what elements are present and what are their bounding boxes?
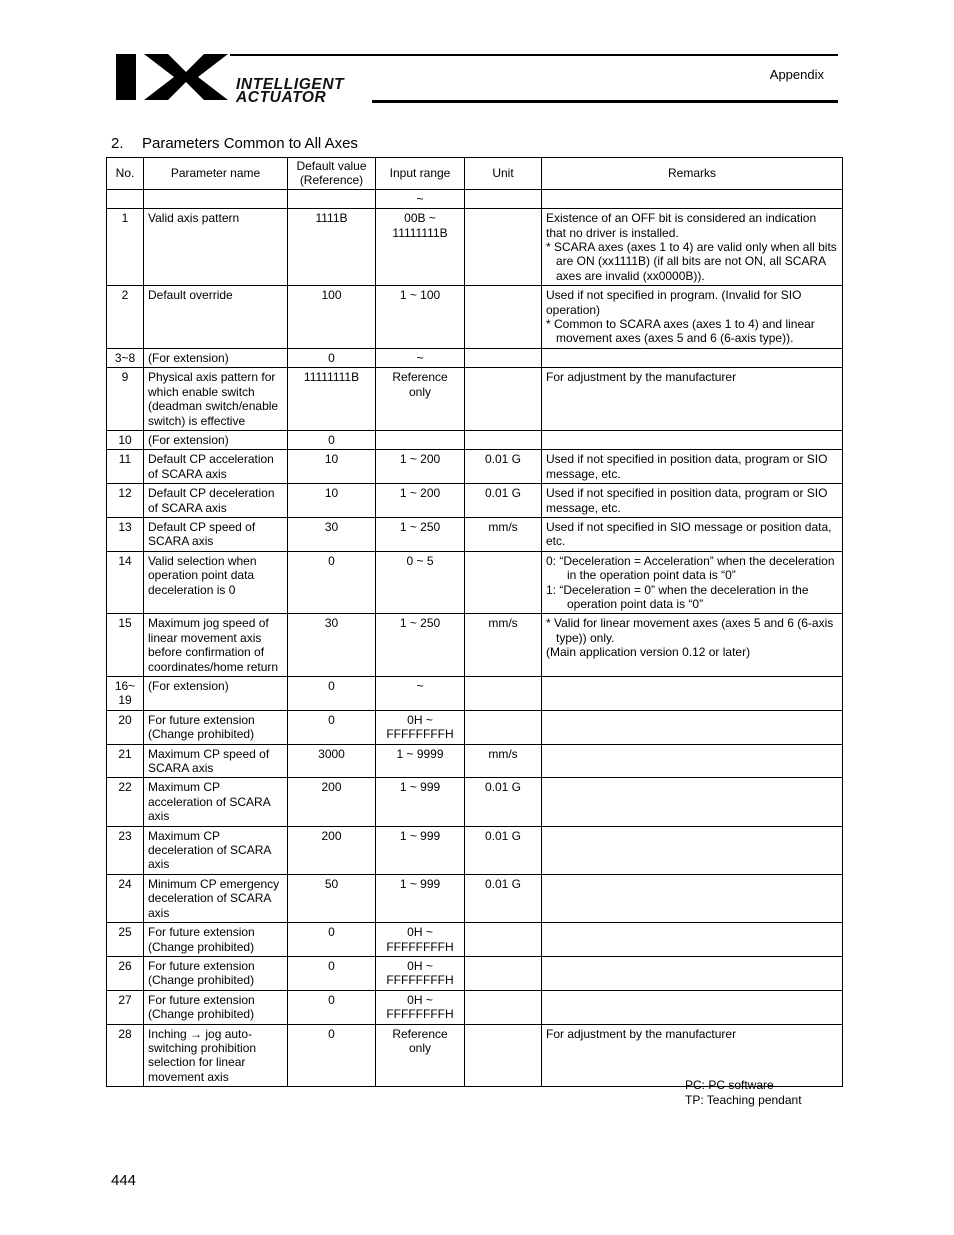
legend-tp: TP: Teaching pendant xyxy=(685,1093,802,1107)
cell-unit: 0.01 G xyxy=(465,450,542,484)
cell-default-value: 0 xyxy=(288,923,376,957)
cell-no: 24 xyxy=(107,874,144,922)
cell-default-value: 200 xyxy=(288,826,376,874)
cell-unit: 0.01 G xyxy=(465,826,542,874)
cell-unit xyxy=(465,286,542,349)
range-line: 1 ~ 250 xyxy=(399,616,441,631)
cell-no: 28 xyxy=(107,1024,144,1087)
header-default-line1: Default value xyxy=(296,159,367,173)
table-row xyxy=(107,189,843,208)
table-row xyxy=(107,744,843,778)
cell-default-value: 30 xyxy=(288,517,376,551)
header-rule-top xyxy=(230,54,838,56)
cell-remarks xyxy=(542,348,843,367)
remark-line: For adjustment by the manufacturer xyxy=(546,1026,737,1041)
range-line: FFFFFFFFH xyxy=(386,973,454,988)
cell-no: 26 xyxy=(107,956,144,990)
cell-no: 12 xyxy=(107,484,144,518)
cell-parameter-name: Default CP speed of SCARA axis xyxy=(144,517,288,551)
cell-parameter-name xyxy=(144,189,288,208)
range-line: 0H ~ xyxy=(407,958,433,973)
cell-remarks xyxy=(542,517,843,551)
cell-unit xyxy=(465,348,542,367)
brand-line-2: ACTUATOR xyxy=(236,89,327,106)
table-row xyxy=(107,710,843,744)
header-default-line2: (Reference) xyxy=(299,173,364,188)
table-row xyxy=(107,677,843,711)
cell-parameter-name: Default override xyxy=(144,286,288,349)
range-line: FFFFFFFFH xyxy=(386,727,454,742)
table-row xyxy=(107,517,843,551)
cell-unit: 0.01 G xyxy=(465,484,542,518)
section-number: 2. xyxy=(111,135,124,152)
range-line: 1 ~ 999 xyxy=(399,876,441,891)
table-row xyxy=(107,956,843,990)
cell-remarks xyxy=(542,677,843,711)
range-line: 0 ~ 5 xyxy=(406,553,434,568)
remark-line: (Main application version 0.12 or later) xyxy=(546,645,751,660)
cell-input-range xyxy=(376,430,465,449)
range-line: FFFFFFFFH xyxy=(386,1007,454,1022)
cell-remarks xyxy=(542,189,843,208)
cell-input-range xyxy=(376,368,465,431)
cell-default-value: 3000 xyxy=(288,744,376,778)
cell-unit xyxy=(465,368,542,431)
cell-no xyxy=(107,189,144,208)
range-line: FFFFFFFFH xyxy=(386,939,454,954)
cell-input-range xyxy=(376,189,465,208)
cell-default-value: 0 xyxy=(288,551,376,614)
cell-input-range xyxy=(376,348,465,367)
cell-unit: mm/s xyxy=(465,517,542,551)
cell-remarks xyxy=(542,430,843,449)
brand-wordmark xyxy=(236,78,344,104)
range-line: 1 ~ 999 xyxy=(399,828,441,843)
cell-default-value: 1111B xyxy=(288,209,376,286)
ix-logo-icon xyxy=(116,52,228,102)
header-parameter-name: Parameter name xyxy=(144,158,288,190)
cell-input-range xyxy=(376,956,465,990)
cell-no: 14 xyxy=(107,551,144,614)
cell-no: 2 xyxy=(107,286,144,349)
cell-remarks xyxy=(542,956,843,990)
range-line: only xyxy=(408,1040,431,1055)
page-number: 444 xyxy=(111,1172,137,1189)
range-line: ~ xyxy=(416,679,424,693)
cell-remarks xyxy=(542,826,843,874)
cell-input-range xyxy=(376,874,465,922)
remark-line: For adjustment by the manufacturer xyxy=(546,370,737,385)
cell-input-range xyxy=(376,614,465,677)
cell-input-range xyxy=(376,517,465,551)
cell-no: 9 xyxy=(107,368,144,431)
header-no: No. xyxy=(107,158,144,190)
cell-input-range xyxy=(376,778,465,826)
cell-input-range xyxy=(376,1024,465,1087)
cell-no: 23 xyxy=(107,826,144,874)
cell-default-value: 0 xyxy=(288,348,376,367)
remark-line: Existence of an OFF bit is considered an indication that no driver is installed. xyxy=(546,211,817,240)
cell-parameter-name: Physical axis pattern for which enable switch (deadman switch/enable switch) is effective xyxy=(144,368,288,431)
range-line: 1 ~ 999 xyxy=(399,780,441,795)
table-row xyxy=(107,614,843,677)
remark-line: Used if not specified in SIO message or position data, etc. xyxy=(546,519,832,549)
cell-unit: 0.01 G xyxy=(465,874,542,922)
remark-line: * Common to SCARA axes (axes 1 to 4) and linear movement axes (axes 5 and 6 (6-axis type)). xyxy=(546,317,815,346)
table-row xyxy=(107,348,843,367)
range-line: 00B ~ xyxy=(404,211,436,226)
cell-no: 20 xyxy=(107,710,144,744)
cell-input-range xyxy=(376,923,465,957)
range-line: 0H ~ xyxy=(407,992,433,1007)
cell-parameter-name: For future extension (Change prohibited) xyxy=(144,923,288,957)
cell-parameter-name: For future extension (Change prohibited) xyxy=(144,956,288,990)
cell-parameter-name: For future extension (Change prohibited) xyxy=(144,710,288,744)
cell-remarks xyxy=(542,450,843,484)
brand-line-1: INTELLIGENT xyxy=(236,76,345,93)
cell-unit xyxy=(465,710,542,744)
remark-line: 1: “Deceleration = 0” when the deceleration in the operation point data is “0” xyxy=(546,582,809,611)
cell-no: 16~ 19 xyxy=(107,677,144,711)
cell-default-value: 100 xyxy=(288,286,376,349)
cell-parameter-name: Valid axis pattern xyxy=(144,209,288,286)
cell-unit xyxy=(465,677,542,711)
cell-no: 13 xyxy=(107,517,144,551)
cell-input-range xyxy=(376,450,465,484)
table-row xyxy=(107,484,843,518)
table-row xyxy=(107,826,843,874)
range-line: 11111111B xyxy=(392,225,448,240)
cell-default-value: 10 xyxy=(288,450,376,484)
section-title xyxy=(111,135,358,152)
cell-no: 10 xyxy=(107,430,144,449)
cell-parameter-name: For future extension (Change prohibited) xyxy=(144,990,288,1024)
remark-line: 0: “Deceleration = Acceleration” when the deceleration in the operation point data is “0” xyxy=(546,553,835,583)
range-line: 1 ~ 100 xyxy=(399,288,441,303)
cell-input-range xyxy=(376,990,465,1024)
cell-default-value: 200 xyxy=(288,778,376,826)
cell-no: 1 xyxy=(107,209,144,286)
cell-parameter-name: Default CP acceleration of SCARA axis xyxy=(144,450,288,484)
cell-default-value: 0 xyxy=(288,430,376,449)
cell-input-range xyxy=(376,551,465,614)
cell-default-value xyxy=(288,189,376,208)
cell-remarks xyxy=(542,744,843,778)
cell-unit xyxy=(465,956,542,990)
table-row xyxy=(107,368,843,431)
cell-input-range xyxy=(376,209,465,286)
cell-unit xyxy=(465,430,542,449)
remark-line: Used if not specified in position data, program or SIO message, etc. xyxy=(546,486,828,515)
abbreviation-legend xyxy=(685,1078,802,1108)
range-line: 1 ~ 9999 xyxy=(396,746,444,761)
cell-default-value: 0 xyxy=(288,956,376,990)
cell-parameter-name: Default CP deceleration of SCARA axis xyxy=(144,484,288,518)
cell-parameter-name: Minimum CP emergency deceleration of SCARA axis xyxy=(144,874,288,922)
cell-no: 27 xyxy=(107,990,144,1024)
cell-remarks xyxy=(542,286,843,349)
range-line: 0H ~ xyxy=(407,712,433,727)
cell-input-range xyxy=(376,710,465,744)
cell-unit xyxy=(465,189,542,208)
cell-remarks xyxy=(542,368,843,431)
range-line: Reference xyxy=(392,1026,448,1041)
range-line: ~ xyxy=(416,350,424,365)
cell-parameter-name: (For extension) xyxy=(144,348,288,367)
cell-remarks xyxy=(542,923,843,957)
cell-unit xyxy=(465,923,542,957)
cell-default-value: 0 xyxy=(288,677,376,711)
cell-parameter-name: Maximum CP speed of SCARA axis xyxy=(144,744,288,778)
cell-parameter-name: Maximum jog speed of linear movement axis before confirmation of coordinates/home return xyxy=(144,614,288,677)
cell-no: 3~8 xyxy=(107,348,144,367)
cell-unit xyxy=(465,209,542,286)
cell-input-range xyxy=(376,286,465,349)
cell-parameter-name: Maximum CP acceleration of SCARA axis xyxy=(144,778,288,826)
cell-no: 25 xyxy=(107,923,144,957)
range-line: ~ xyxy=(416,191,424,206)
cell-default-value: 30 xyxy=(288,614,376,677)
cell-remarks xyxy=(542,874,843,922)
table-row xyxy=(107,778,843,826)
cell-unit: mm/s xyxy=(465,744,542,778)
table-row xyxy=(107,990,843,1024)
remark-line: * SCARA axes (axes 1 to 4) are valid only when all bits are ON (xx1111B) (if all bits are not ON, all SCARA axes are invalid (xx0000B)). xyxy=(546,240,837,283)
section-title-text: Parameters Common to All Axes xyxy=(142,135,358,152)
parameters-table xyxy=(106,157,843,1087)
cell-remarks xyxy=(542,990,843,1024)
table-row xyxy=(107,874,843,922)
cell-no: 11 xyxy=(107,450,144,484)
cell-parameter-name: (For extension) xyxy=(144,430,288,449)
cell-remarks xyxy=(542,551,843,614)
range-line: 1 ~ 200 xyxy=(399,452,441,467)
cell-default-value: 10 xyxy=(288,484,376,518)
legend-pc: PC: PC software xyxy=(685,1078,774,1092)
cell-no: 21 xyxy=(107,744,144,778)
cell-input-range xyxy=(376,826,465,874)
cell-remarks xyxy=(542,484,843,518)
remark-line: Used if not specified in program. (Invalid for SIO operation) xyxy=(546,288,802,317)
header-input-range: Input range xyxy=(376,158,465,190)
table-row xyxy=(107,923,843,957)
cell-no: 22 xyxy=(107,778,144,826)
range-line: only xyxy=(408,384,431,399)
table-row xyxy=(107,450,843,484)
remark-line: * Valid for linear movement axes (axes 5 and 6 (6-axis type)) only. xyxy=(546,616,834,645)
cell-remarks xyxy=(542,209,843,286)
cell-input-range xyxy=(376,744,465,778)
range-line: 0H ~ xyxy=(407,925,433,940)
cell-default-value: 50 xyxy=(288,874,376,922)
cell-remarks xyxy=(542,710,843,744)
header-remarks: Remarks xyxy=(542,158,843,190)
table-row xyxy=(107,551,843,614)
cell-unit xyxy=(465,1024,542,1087)
cell-remarks xyxy=(542,614,843,677)
header-default-value xyxy=(288,158,376,190)
cell-input-range xyxy=(376,677,465,711)
cell-default-value: 0 xyxy=(288,990,376,1024)
range-line: Reference xyxy=(392,370,448,385)
cell-default-value: 11111111B xyxy=(288,368,376,431)
table-row xyxy=(107,209,843,286)
range-line: 1 ~ 200 xyxy=(399,486,441,501)
remark-line: Used if not specified in position data, program or SIO message, etc. xyxy=(546,452,828,481)
header-rule-bottom xyxy=(372,100,838,103)
cell-parameter-name: (For extension) xyxy=(144,677,288,711)
cell-remarks xyxy=(542,778,843,826)
cell-unit xyxy=(465,990,542,1024)
header-unit: Unit xyxy=(465,158,542,190)
cell-unit: 0.01 G xyxy=(465,778,542,826)
cell-parameter-name: Valid selection when operation point data deceleration is 0 xyxy=(144,551,288,614)
cell-parameter-name: Maximum CP deceleration of SCARA axis xyxy=(144,826,288,874)
cell-unit xyxy=(465,551,542,614)
range-line: 1 ~ 250 xyxy=(399,519,441,534)
cell-input-range xyxy=(376,484,465,518)
cell-default-value: 0 xyxy=(288,1024,376,1087)
table-header-row xyxy=(107,158,843,190)
header-section-label: Appendix xyxy=(769,67,824,82)
table-row xyxy=(107,430,843,449)
cell-unit: mm/s xyxy=(465,614,542,677)
cell-parameter-name: Inching → jog auto-switching prohibition selection for linear movement axis xyxy=(144,1024,288,1087)
cell-default-value: 0 xyxy=(288,710,376,744)
table-row xyxy=(107,286,843,349)
cell-no: 15 xyxy=(107,614,144,677)
